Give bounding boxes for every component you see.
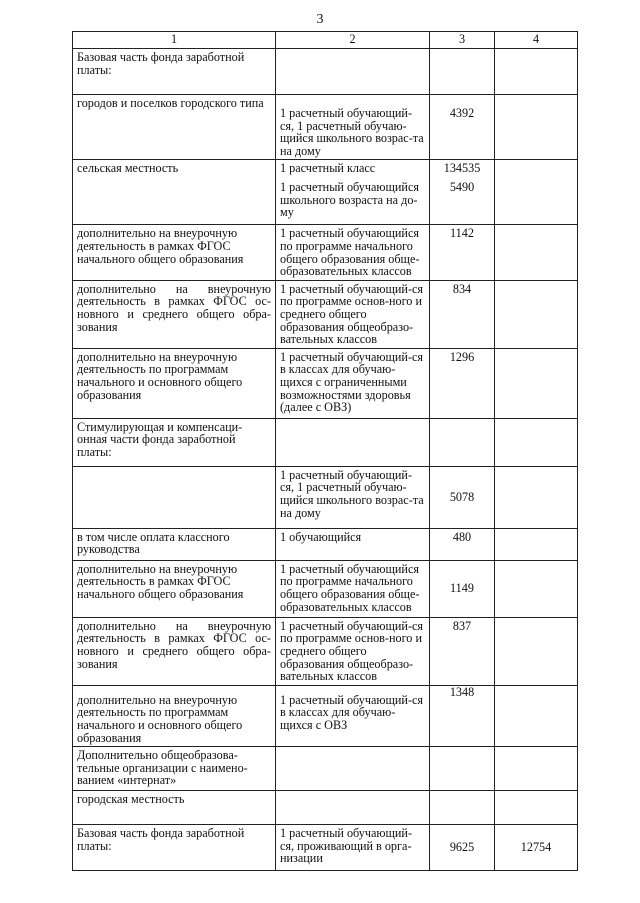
row-label: дополнительно на внеурочную деятельность по программам начального и основного общего образования xyxy=(73,685,276,746)
table-row xyxy=(73,225,578,280)
table-row xyxy=(73,95,578,160)
norms-table xyxy=(72,31,578,871)
row-label: дополнительно на внеурочную деятельность по программам начального и основного общего образования xyxy=(73,348,276,418)
row-label: дополнительно на внеурочную деятельность в рамках ФГОС ос-новного и среднего общего обра-зования xyxy=(73,617,276,685)
row-label: Базовая часть фонда заработной платы: xyxy=(73,825,276,871)
row-unit: 1 расчетный класс xyxy=(280,161,376,176)
row-unit: 1 расчетный обучающийся школьного возраста на до-му xyxy=(280,179,419,220)
row-value: 5490 xyxy=(449,179,475,194)
row-unit: 1 расчетный обучающийся по программе начального общего образования обще-образовательных классов xyxy=(280,561,420,614)
row-label: сельская местность xyxy=(73,160,276,225)
header-col-2: 2 xyxy=(276,32,430,49)
row-label: Стимулирующая и компенсаци-онная части фонда заработной платы: xyxy=(73,418,276,466)
row-value: 134535 xyxy=(443,161,481,176)
table-row xyxy=(73,685,578,746)
row-value-col4: 12754 xyxy=(495,825,578,871)
row-label: дополнительно на внеурочную деятельность в рамках ФГОС начального общего образования xyxy=(73,225,276,280)
row-label: дополнительно на внеурочную деятельность в рамках ФГОС ос-новного и среднего общего обра-зования xyxy=(73,280,276,348)
row-value: 837 xyxy=(452,618,472,633)
row-label xyxy=(73,466,276,528)
row-value: 5078 xyxy=(449,489,475,504)
row-value: 834 xyxy=(452,281,472,296)
row-unit: 1 расчетный обучающий-ся в классах для обучаю-щихся с ограниченными возможностями здоровья (далее с ОВЗ) xyxy=(280,349,424,415)
row-label: Базовая часть фонда заработной платы: xyxy=(73,49,276,95)
table-row xyxy=(73,418,578,466)
row-value: 9625 xyxy=(449,840,475,855)
row-label: дополнительно на внеурочную деятельность в рамках ФГОС начального общего образования xyxy=(73,560,276,617)
row-unit: 1 расчетный обучающий-ся по программе основ-ного и среднего общего образования общеобразо-вательных классов xyxy=(280,618,424,684)
table-row xyxy=(73,747,578,791)
table-row xyxy=(73,466,578,528)
table-row xyxy=(73,528,578,560)
row-unit: 1 расчетный обучающийся по программе начального общего образования обще-образовательных классов xyxy=(280,226,420,279)
table-row xyxy=(73,280,578,348)
table-row xyxy=(73,160,578,225)
row-label: Дополнительно общеобразова-тельные организации с наимено-ванием «интернат» xyxy=(73,747,276,791)
row-value: 1348 xyxy=(449,684,475,699)
row-value: 1149 xyxy=(450,581,474,596)
header-col-1: 1 xyxy=(73,32,276,49)
row-unit: 1 расчетный обучающий-ся, 1 расчетный обучаю-щийся школьного возрас-та на дому xyxy=(280,467,424,520)
row-value: 4392 xyxy=(449,106,475,120)
table-row xyxy=(73,348,578,418)
table-header-row xyxy=(73,32,578,49)
row-unit: 1 расчетный обучающий-ся по программе основ-ного и среднего общего образования общеобразо-вательных классов xyxy=(280,281,424,347)
row-unit: 1 расчетный обучающий-ся, 1 расчетный обучаю-щийся школьного возрас-та на дому xyxy=(280,106,424,158)
table-row xyxy=(73,825,578,871)
table-row xyxy=(73,791,578,825)
page-number: 3 xyxy=(316,12,324,27)
row-value: 1296 xyxy=(449,349,475,364)
header-col-4: 4 xyxy=(495,32,578,49)
table-row xyxy=(73,49,578,95)
row-unit: 1 расчетный обучающий-ся в классах для обучаю-щихся с ОВЗ xyxy=(280,692,424,732)
row-unit: 1 обучающийся xyxy=(280,529,362,544)
row-unit: 1 расчетный обучающий-ся, проживающий в орга-низации xyxy=(280,826,413,866)
row-label: городская местность xyxy=(73,791,276,825)
row-label: городов и поселков городского типа xyxy=(73,95,276,160)
table-row xyxy=(73,560,578,617)
header-col-3: 3 xyxy=(430,32,495,49)
table-row xyxy=(73,617,578,685)
row-value: 480 xyxy=(452,529,472,544)
row-value: 1142 xyxy=(450,226,474,241)
row-label: в том числе оплата классного руководства xyxy=(73,528,276,560)
